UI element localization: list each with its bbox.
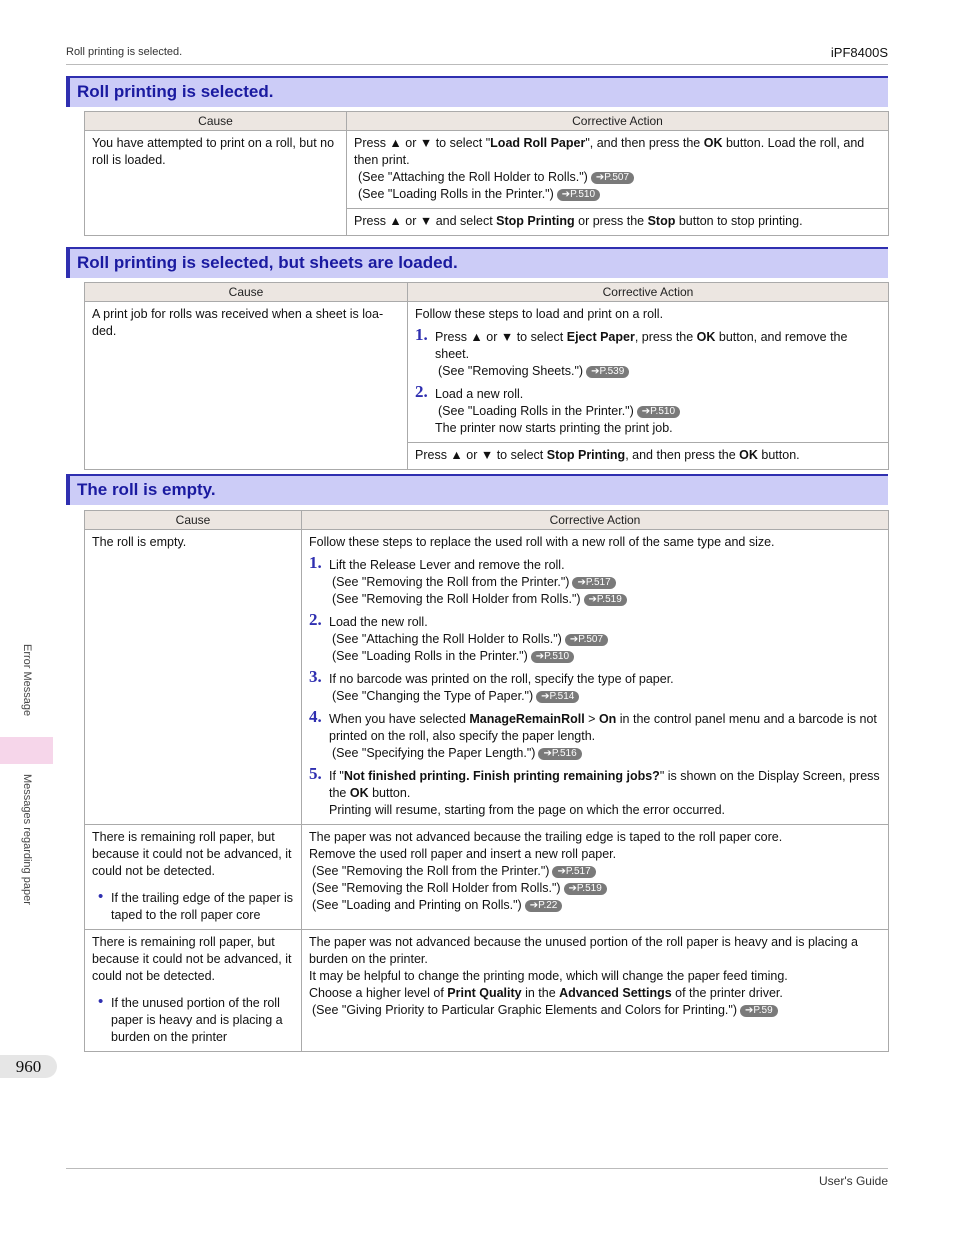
step-number: 2. [415, 382, 428, 401]
page-link-badge[interactable]: ➔P.514 [536, 691, 579, 703]
page-link-badge[interactable]: ➔P.22 [525, 900, 563, 912]
bullet-icon: • [98, 993, 104, 1010]
action-text: Press ▲ or ▼ to select "Load Roll Paper", and then press the OK button. Load the roll, and then print. [354, 136, 865, 167]
header-section-title: Roll printing is selected. [66, 46, 183, 58]
action-cell [347, 131, 889, 209]
step-item: 4. When you have selected ManageRemainRoll > On in the control panel menu and a barcode is not printed on the roll, also specify the paper length. (See "Specifying the Paper Length.") ➔P.516 [309, 711, 881, 762]
page-link-badge[interactable]: ➔P.510 [531, 651, 574, 663]
action-intro: Follow these steps to replace the used roll with a new roll of the same type and size. [309, 535, 775, 549]
reference-line: (See "Changing the Type of Paper.") ➔P.514 [329, 688, 881, 705]
reference-line: (See "Removing the Roll from the Printer.") ➔P.517 [329, 574, 881, 591]
page-link-badge[interactable]: ➔P.507 [591, 172, 634, 184]
step-item: 5. If "Not finished printing. Finish printing remaining jobs?" is shown on the Display Screen, press the OK button. Printing will resume, starting from the page on which the error occurred. [309, 764, 880, 817]
reference-line: (See "Removing the Roll Holder from Rolls.") ➔P.519 [309, 880, 881, 897]
section-title-sheets-loaded [66, 247, 888, 278]
bullet-item: • If the unused portion of the roll paper is heavy and is placing a burden on the printer [98, 993, 283, 1044]
bullet-icon: • [98, 888, 104, 905]
side-tab-messages-regarding-paper[interactable]: Messages regarding paper [21, 774, 33, 905]
page-link-badge[interactable]: ➔P.539 [586, 366, 629, 378]
section-table [84, 282, 889, 470]
page-link-badge[interactable]: ➔P.519 [584, 594, 627, 606]
step-number: 4. [309, 707, 322, 726]
action-cell: Press ▲ or ▼ to select Stop Printing, and then press the OK button. [408, 443, 889, 470]
step-number: 3. [309, 667, 322, 686]
page-link-badge[interactable]: ➔P.510 [637, 406, 680, 418]
step-number: 2. [309, 610, 322, 629]
action-intro: Follow these steps to load and print on a roll. [415, 307, 664, 321]
section-title-text: The roll is empty. [77, 480, 216, 499]
cause-cell: There is remaining roll paper, but because it could not be advanced, it could not be detected. • If the unused portion of the roll paper is heavy and is placing a burden on the printer [85, 930, 302, 1052]
section-title-roll-printing-selected [66, 76, 888, 107]
reference-line: (See "Loading Rolls in the Printer.") ➔P.510 [354, 186, 881, 203]
section-table [84, 510, 889, 1052]
page-link-badge[interactable]: ➔P.507 [565, 634, 608, 646]
reference-line: (See "Removing the Roll from the Printer.") ➔P.517 [309, 863, 881, 880]
column-header-cause: Cause [85, 283, 408, 302]
section-title-text: Roll printing is selected. [77, 82, 274, 101]
reference-line: (See "Specifying the Paper Length.") ➔P.516 [329, 745, 881, 762]
reference-line: (See "Attaching the Roll Holder to Rolls.") ➔P.507 [329, 631, 881, 648]
page-link-badge[interactable]: ➔P.517 [552, 866, 595, 878]
step-item: 2. Load a new roll. (See "Loading Rolls in the Printer.") ➔P.510 The printer now starts printing the print job. [415, 386, 881, 437]
page-link-badge[interactable]: ➔P.510 [557, 189, 600, 201]
reference-line: (See "Giving Priority to Particular Graphic Elements and Colors for Printing.") ➔P.59 [309, 1002, 881, 1019]
step-item: 2. Load the new roll. (See "Attaching the Roll Holder to Rolls.") ➔P.507 (See "Loading Rolls in the Printer.") ➔P.510 [309, 614, 881, 665]
section-table [84, 111, 889, 236]
column-header-action: Corrective Action [347, 112, 889, 131]
footer-guide-name: User's Guide [819, 1174, 888, 1188]
action-cell: Press ▲ or ▼ and select Stop Printing or press the Stop button to stop printing. [347, 209, 889, 236]
reference-line: (See "Loading Rolls in the Printer.") ➔P.510 [329, 648, 881, 665]
step-item: 1. Lift the Release Lever and remove the roll. (See "Removing the Roll from the Printer.") ➔P.517 (See "Removing the Roll Holder from Rolls.") ➔P.519 [309, 557, 881, 608]
reference-line: (See "Attaching the Roll Holder to Rolls.") ➔P.507 [354, 169, 881, 186]
action-cell: The paper was not advanced because the unused portion of the roll paper is heavy and is placing a burden on the printer. It may be helpful to change the printing mode, which will change the paper feed timing. Choose a higher level of Print Quality in the Advanced Settings of the printer driver. (See "Giving Priority to Particular Graphic Elements and Colors for Printing.") ➔P.59 [302, 930, 889, 1052]
step-item: 3. If no barcode was printed on the roll, specify the type of paper. (See "Changing the Type of Paper.") ➔P.514 [309, 671, 881, 705]
side-tab-highlight [0, 737, 53, 764]
column-header-action: Corrective Action [302, 511, 889, 530]
side-tab-error-message[interactable]: Error Message [21, 644, 33, 717]
page-header [66, 45, 888, 65]
page-footer [66, 1168, 888, 1192]
cause-cell: There is remaining roll paper, but because it could not be advanced, it could not be detected. • If the trailing edge of the paper is taped to the roll paper core [85, 825, 302, 930]
page-link-badge[interactable]: ➔P.59 [740, 1005, 778, 1017]
step-number: 1. [309, 553, 322, 572]
cause-cell: A print job for rolls was received when a sheet is loa-ded. [85, 302, 408, 470]
reference-line: (See "Loading and Printing on Rolls.") ➔P.22 [309, 897, 881, 914]
step-number: 1. [415, 325, 428, 344]
action-cell [408, 302, 889, 443]
cause-cell: The roll is empty. [85, 530, 302, 825]
reference-line: (See "Removing the Roll Holder from Rolls.") ➔P.519 [329, 591, 881, 608]
cause-cell: You have attempted to print on a roll, but no roll is loaded. [85, 131, 347, 236]
section-title-roll-empty [66, 474, 888, 505]
page-link-badge[interactable]: ➔P.517 [572, 577, 615, 589]
action-cell: The paper was not advanced because the trailing edge is taped to the roll paper core. Remove the used roll paper and insert a new roll paper. (See "Removing the Roll from the Printer.") ➔P.517 (See "Removing the Roll Holder from Rolls.") ➔P.519 (See "Loading and Printing on Rolls.") ➔P.22 [302, 825, 889, 930]
bullet-item: • If the trailing edge of the paper is taped to the roll paper core [98, 888, 294, 922]
header-model-name: iPF8400S [830, 45, 888, 60]
page-link-badge[interactable]: ➔P.519 [564, 883, 607, 895]
section-title-text: Roll printing is selected, but sheets are loaded. [77, 253, 458, 272]
reference-line: (See "Loading Rolls in the Printer.") ➔P.510 [435, 403, 881, 420]
column-header-action: Corrective Action [408, 283, 889, 302]
step-number: 5. [309, 764, 322, 783]
page-link-badge[interactable]: ➔P.516 [538, 748, 581, 760]
column-header-cause: Cause [85, 112, 347, 131]
page-number: 960 [0, 1055, 57, 1078]
reference-line: (See "Removing Sheets.") ➔P.539 [435, 363, 881, 380]
column-header-cause: Cause [85, 511, 302, 530]
action-cell [302, 530, 889, 825]
step-item: 1. Press ▲ or ▼ to select Eject Paper, press the OK button, and remove the sheet. (See "Removing Sheets.") ➔P.539 [415, 329, 881, 380]
